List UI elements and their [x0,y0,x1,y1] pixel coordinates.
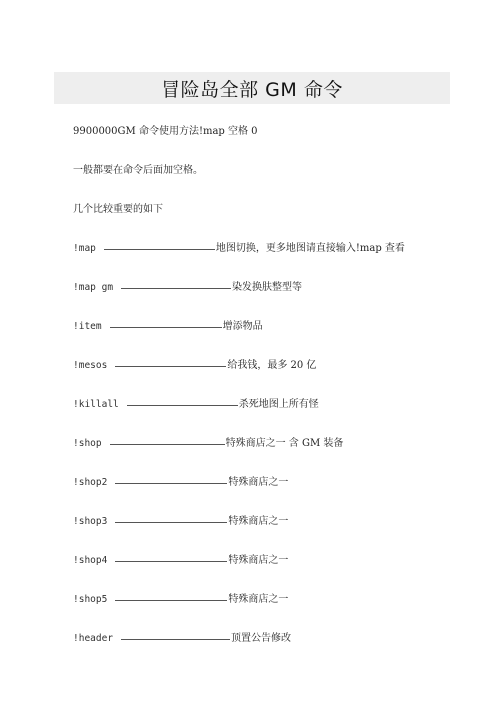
command-description: 特殊商店之一 [228,555,289,566]
command-description: 给我钱，最多 20 亿 [227,360,317,371]
command-row-map [73,242,405,256]
command-row-shop5 [73,593,288,607]
command-row-shop [73,437,343,451]
leader-line [110,444,225,445]
leader-line [121,639,230,640]
command-description: 特殊商店之一 [228,477,289,488]
command-name: !shop3 [73,516,108,527]
command-name: !map gm [73,282,114,293]
command-row-shop4 [73,554,288,568]
command-name: !shop [73,438,102,449]
leader-line [127,405,238,406]
command-description: 特殊商店之一 [228,594,289,605]
leader-line [110,327,222,328]
command-row-killall [73,398,319,412]
command-description: 特殊商店之一 [228,516,289,527]
command-description: 杀死地图上所有怪 [238,399,319,410]
command-row-mesos [73,359,316,373]
command-description: 染发换肤整型等 [232,282,303,293]
leader-line [115,483,227,484]
page-title: 冒险岛全部 GM 命令 [161,78,343,101]
command-name: !shop5 [73,594,108,605]
command-name: !map [73,243,96,254]
command-description: 地图切换，更多地图请直接输入!map 查看 [215,243,405,254]
command-name: !header [73,633,114,644]
command-row-shop3 [73,515,288,529]
command-name: !shop2 [73,477,108,488]
command-row-map-gm [73,281,302,295]
command-description: 增添物品 [222,321,263,332]
intro-line-space-note: 一般都要在命令后面加空格。 [73,165,203,176]
leader-line [115,561,227,562]
command-name: !item [73,321,102,332]
command-description: 特殊商店之一 含 GM 装备 [225,438,344,449]
leader-line [115,600,227,601]
command-row-header [73,632,291,646]
command-row-item [73,320,263,334]
intro-line-heading: 几个比较重要的如下 [73,204,163,215]
command-name: !shop4 [73,555,108,566]
title-bar [54,72,450,104]
leader-line [115,366,226,367]
command-name: !mesos [73,360,108,371]
leader-line [104,249,215,250]
leader-line [121,288,231,289]
leader-line [115,522,227,523]
intro-line-usage: 9900000GM 命令使用方法!map 空格 0 [73,126,258,137]
command-row-shop2 [73,476,288,490]
command-name: !killall [73,399,119,410]
command-description: 顶置公告修改 [231,633,292,644]
